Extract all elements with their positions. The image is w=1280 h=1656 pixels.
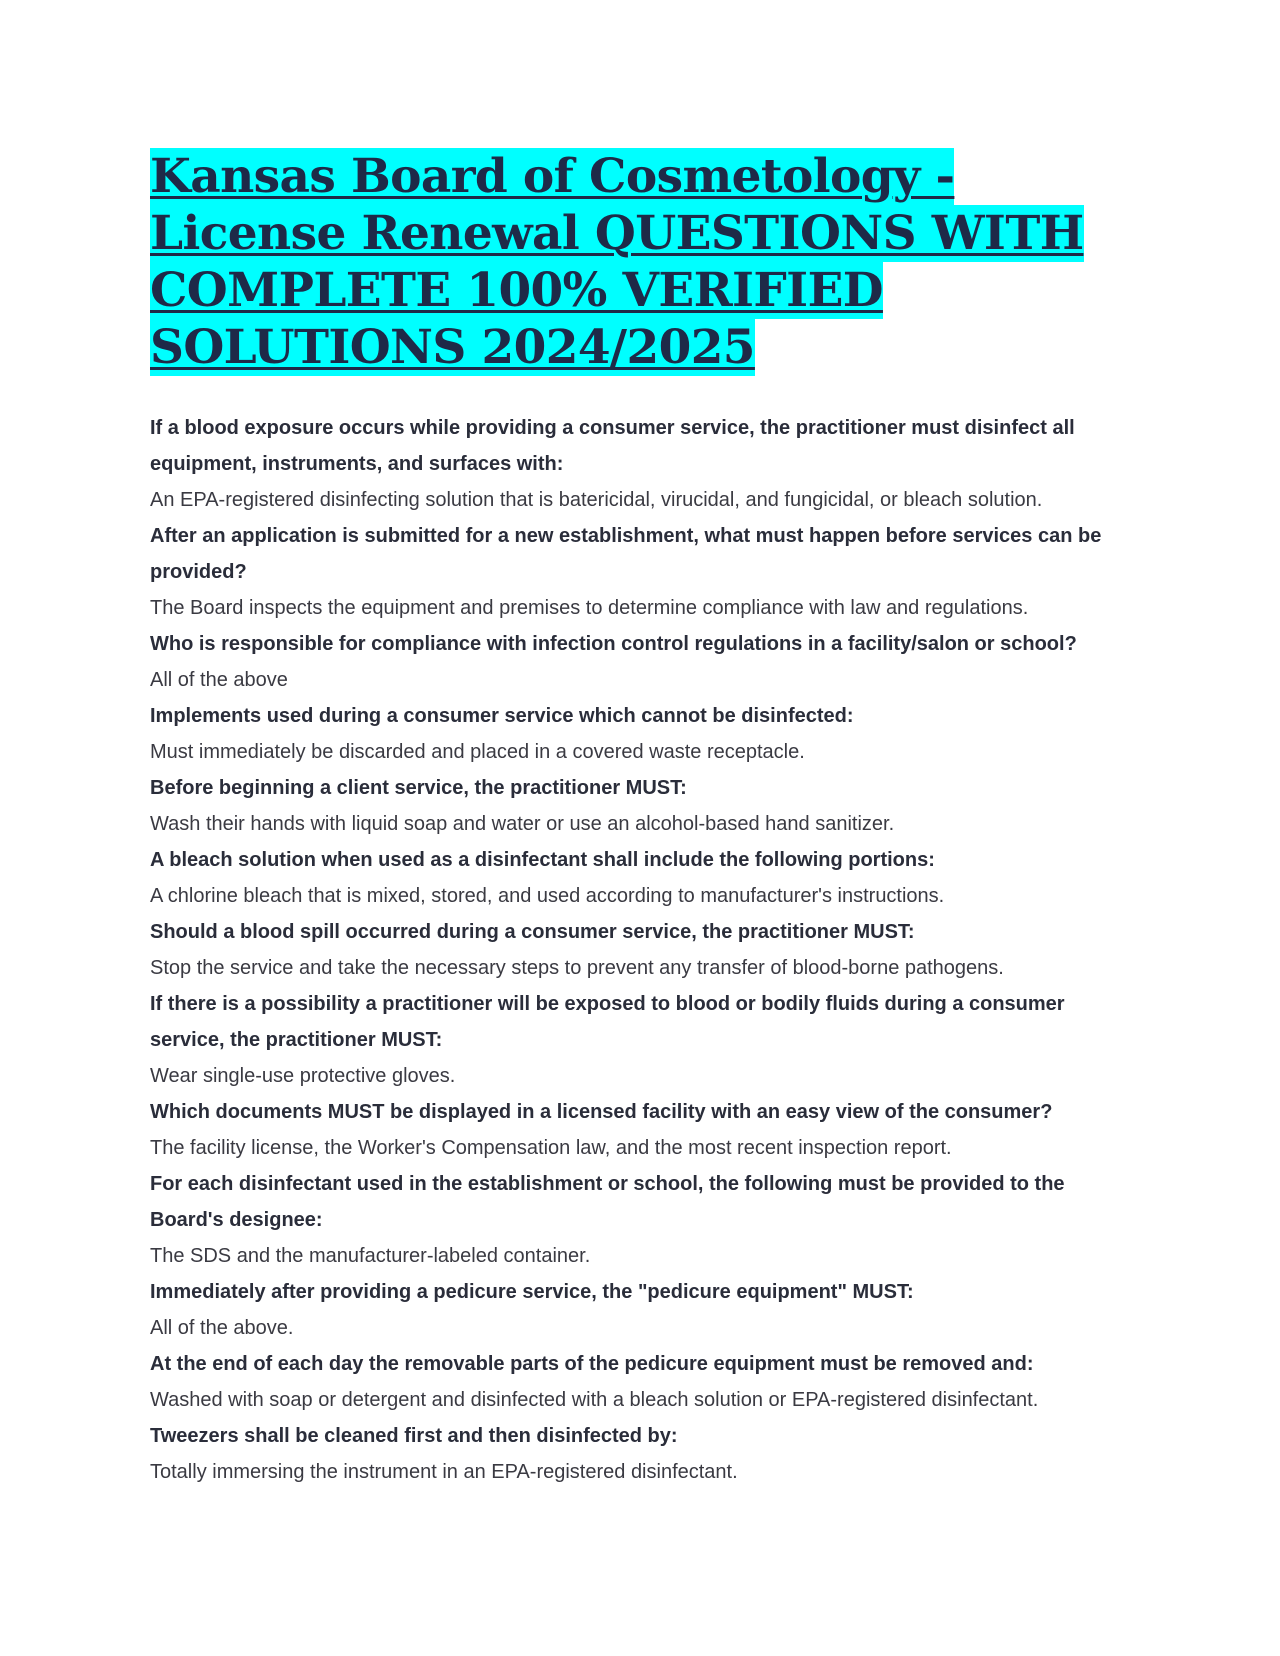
question-text: Who is responsible for compliance with infection control regulations in a facility/salon or school?: [150, 633, 1077, 655]
answer-text: Stop the service and take the necessary steps to prevent any transfer of blood-borne pathogens.: [150, 957, 1004, 979]
answer-text: Wear single-use protective gloves.: [150, 1065, 456, 1087]
question-text: After an application is submitted for a new establishment, what must happen before services can be provided?: [150, 525, 1102, 583]
question-text: Implements used during a consumer service which cannot be disinfected:: [150, 705, 854, 727]
answer-text: All of the above.: [150, 1317, 294, 1339]
answer-text: The facility license, the Worker's Compensation law, and the most recent inspection report.: [150, 1137, 952, 1159]
answer-text: Wash their hands with liquid soap and water or use an alcohol-based hand sanitizer.: [150, 813, 895, 835]
answer-text: Must immediately be discarded and placed in a covered waste receptacle.: [150, 741, 805, 763]
qa-list: [150, 410, 1130, 1490]
answer-text: Totally immersing the instrument in an EPA-registered disinfectant.: [150, 1461, 738, 1483]
answer-text: A chlorine bleach that is mixed, stored, and used according to manufacturer's instructions.: [150, 885, 945, 907]
question-text: At the end of each day the removable parts of the pedicure equipment must be removed and:: [150, 1353, 1034, 1375]
title-line: License Renewal QUESTIONS WITH: [150, 206, 1084, 261]
question-text: A bleach solution when used as a disinfectant shall include the following portions:: [150, 849, 935, 871]
question-text: Before beginning a client service, the practitioner MUST:: [150, 777, 687, 799]
question-text: Tweezers shall be cleaned first and then disinfected by:: [150, 1425, 678, 1447]
answer-text: Washed with soap or detergent and disinfected with a bleach solution or EPA-registered disinfectant.: [150, 1389, 1039, 1411]
question-text: If a blood exposure occurs while providing a consumer service, the practitioner must disinfect all equipment, instruments, and surfaces with:: [150, 417, 1075, 475]
title-line: Kansas Board of Cosmetology -: [150, 149, 955, 204]
title-line: COMPLETE 100% VERIFIED: [150, 263, 883, 318]
answer-text: The Board inspects the equipment and premises to determine compliance with law and regulations.: [150, 597, 1029, 619]
title-line: SOLUTIONS 2024/2025: [150, 320, 755, 375]
document-title: [150, 148, 1130, 376]
answer-text: An EPA-registered disinfecting solution that is batericidal, virucidal, and fungicidal, or bleach solution.: [150, 489, 1043, 511]
question-text: For each disinfectant used in the establishment or school, the following must be provided to the Board's designee:: [150, 1173, 1065, 1231]
answer-text: The SDS and the manufacturer-labeled container.: [150, 1245, 591, 1267]
question-text: Should a blood spill occurred during a consumer service, the practitioner MUST:: [150, 921, 915, 943]
answer-text: All of the above: [150, 669, 288, 691]
question-text: If there is a possibility a practitioner will be exposed to blood or bodily fluids during a consumer service, the practitioner MUST:: [150, 993, 1065, 1051]
question-text: Immediately after providing a pedicure service, the "pedicure equipment" MUST:: [150, 1281, 914, 1303]
question-text: Which documents MUST be displayed in a licensed facility with an easy view of the consumer?: [150, 1101, 1053, 1123]
